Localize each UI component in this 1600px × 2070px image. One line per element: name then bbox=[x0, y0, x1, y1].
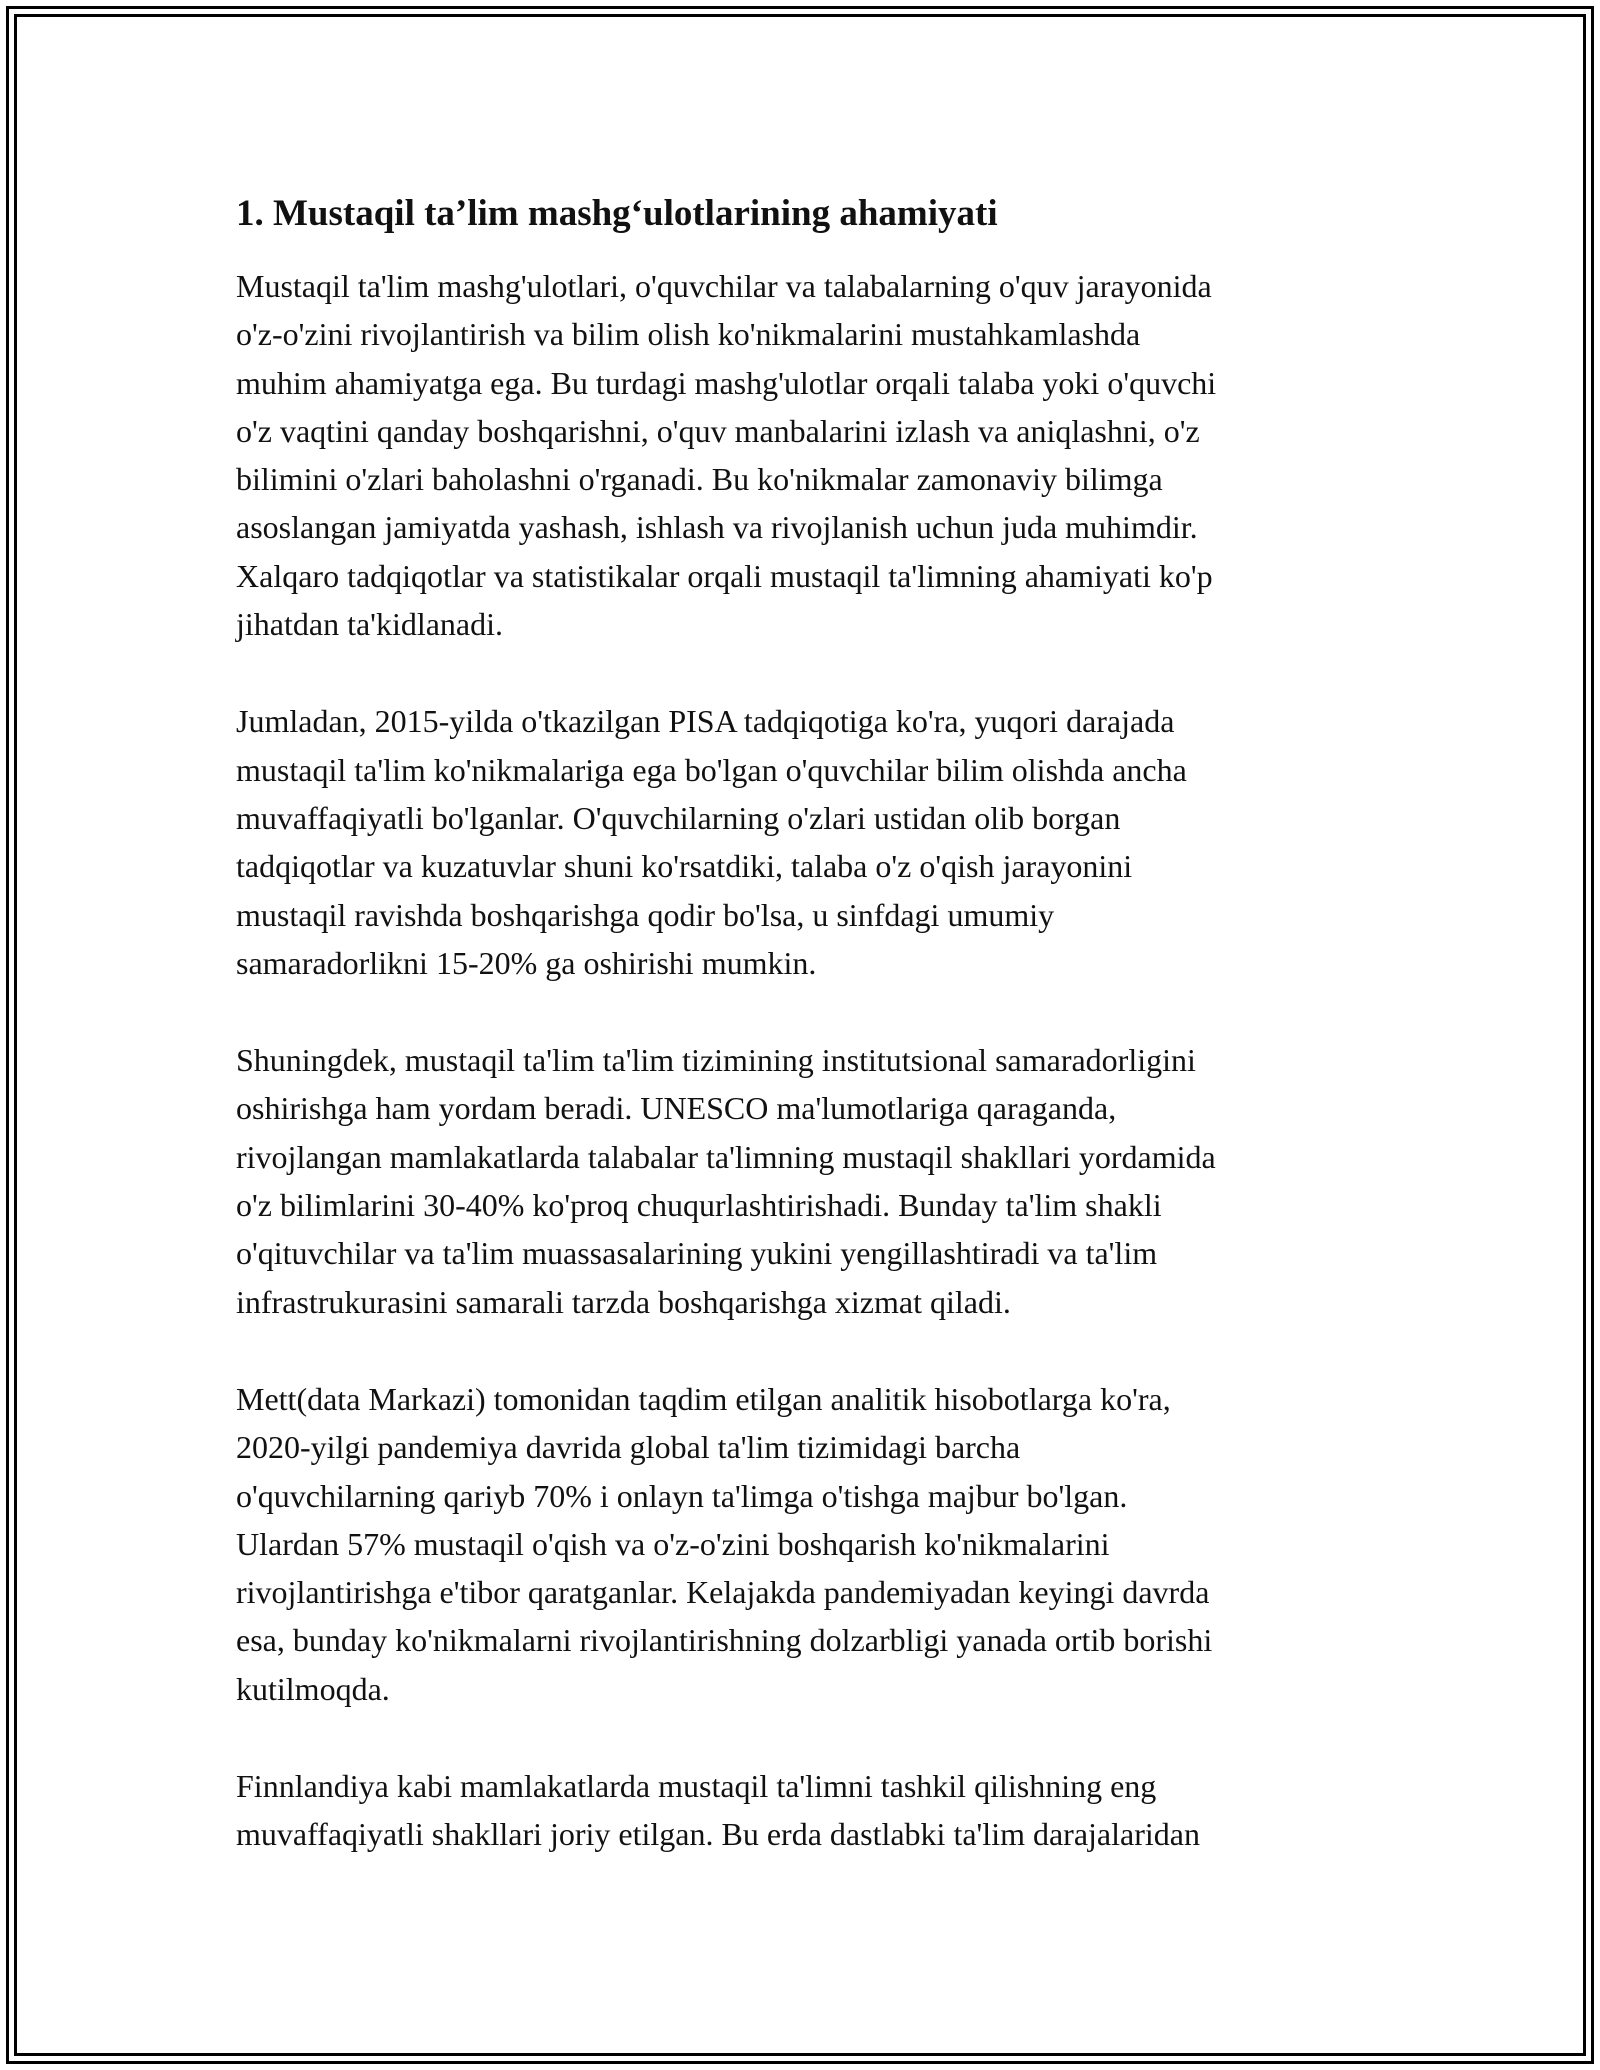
text-line: samaradorlikni 15-20% ga oshirishi mumkin. bbox=[236, 944, 817, 981]
text-line: esa, bunday ko'nikmalarni rivojlantirishning dolzarbligi yanada ortib borishi bbox=[236, 1622, 1213, 1659]
text-line: bilimini o'zlari baholashni o'rganadi. Bu ko'nikmalar zamonaviy bilimga bbox=[236, 461, 1163, 498]
text-line: o'qituvchilar va ta'lim muassasalarining yukini yengillashtiradi va ta'lim bbox=[236, 1235, 1158, 1272]
text-line: kutilmoqda. bbox=[236, 1670, 390, 1707]
text-line: o'z-o'zini rivojlantirish va bilim olish ko'nikmalarini mustahkamlashda bbox=[236, 316, 1141, 353]
text-line: muvaffaqiyatli shakllari joriy etilgan. Bu erda dastlabki ta'lim darajalaridan bbox=[236, 1816, 1200, 1853]
text-line: infrastrukurasini samarali tarzda boshqarishga xizmat qiladi. bbox=[236, 1283, 1011, 1320]
text-line: jihatdan ta'kidlanadi. bbox=[236, 606, 504, 643]
text-line: rivojlantirishga e'tibor qaratganlar. Kelajakda pandemiyadan keyingi davrda bbox=[236, 1574, 1210, 1611]
text-line: Mett(data Markazi) tomonidan taqdim etilgan analitik hisobotlarga ko'ra, bbox=[236, 1380, 1171, 1417]
paragraph-list bbox=[236, 262, 1376, 1859]
text-line: Finnlandiya kabi mamlakatlarda mustaqil ta'limni tashkil qilishning eng bbox=[236, 1768, 1157, 1805]
text-line: Jumladan, 2015-yilda o'tkazilgan PISA tadqiqotiga ko'ra, yuqori darajada bbox=[236, 703, 1175, 740]
text-line: Shuningdek, mustaqil ta'lim ta'lim tizimining institutsional samaradorligini bbox=[236, 1042, 1196, 1079]
text-line: Mustaqil ta'lim mashg'ulotlari, o'quvchilar va talabalarning o'quv jarayonida bbox=[236, 268, 1212, 304]
text-line: muhim ahamiyatga ega. Bu turdagi mashg'ulotlar orqali talaba yoki o'quvchi bbox=[236, 364, 1217, 401]
body-paragraph bbox=[236, 697, 1376, 987]
text-line: oshirishga ham yordam beradi. UNESCO ma'lumotlariga qaraganda, bbox=[236, 1090, 1117, 1127]
text-line: tadqiqotlar va kuzatuvlar shuni ko'rsatdiki, talaba o'z o'qish jarayonini bbox=[236, 848, 1133, 885]
text-line: asoslangan jamiyatda yashash, ishlash va rivojlanish uchun juda muhimdir. bbox=[236, 509, 1198, 546]
body-paragraph bbox=[236, 1036, 1376, 1326]
body-paragraph bbox=[236, 262, 1376, 648]
text-line: 2020-yilgi pandemiya davrida global ta'lim tizimidagi barcha bbox=[236, 1429, 1021, 1466]
body-paragraph bbox=[236, 1762, 1376, 1859]
text-line: o'z vaqtini qanday boshqarishni, o'quv manbalarini izlash va aniqlashni, o'z bbox=[236, 412, 1200, 449]
text-line: mustaqil ravishda boshqarishga qodir bo'lsa, u sinfdagi umumiy bbox=[236, 896, 1055, 933]
text-line: o'quvchilarning qariyb 70% i onlayn ta'limga o'tishga majbur bo'lgan. bbox=[236, 1477, 1128, 1514]
text-line: mustaqil ta'lim ko'nikmalariga ega bo'lgan o'quvchilar bilim olishda ancha bbox=[236, 751, 1187, 788]
section-heading: 1. Mustaqil ta’lim mashg‘ulotlarining ahamiyati bbox=[236, 193, 998, 234]
document-body bbox=[236, 186, 1376, 1908]
text-line: rivojlangan mamlakatlarda talabalar ta'limning mustaqil shakllari yordamida bbox=[236, 1138, 1216, 1175]
text-line: o'z bilimlarini 30-40% ko'proq chuqurlashtirishadi. Bunday ta'lim shakli bbox=[236, 1187, 1162, 1224]
text-line: Ulardan 57% mustaqil o'qish va o'z-o'zini boshqarish ko'nikmalarini bbox=[236, 1525, 1110, 1562]
text-line: muvaffaqiyatli bo'lganlar. O'quvchilarning o'zlari ustidan olib borgan bbox=[236, 799, 1121, 836]
text-line: Xalqaro tadqiqotlar va statistikalar orqali mustaqil ta'limning ahamiyati ko'p bbox=[236, 557, 1213, 594]
body-paragraph bbox=[236, 1375, 1376, 1713]
